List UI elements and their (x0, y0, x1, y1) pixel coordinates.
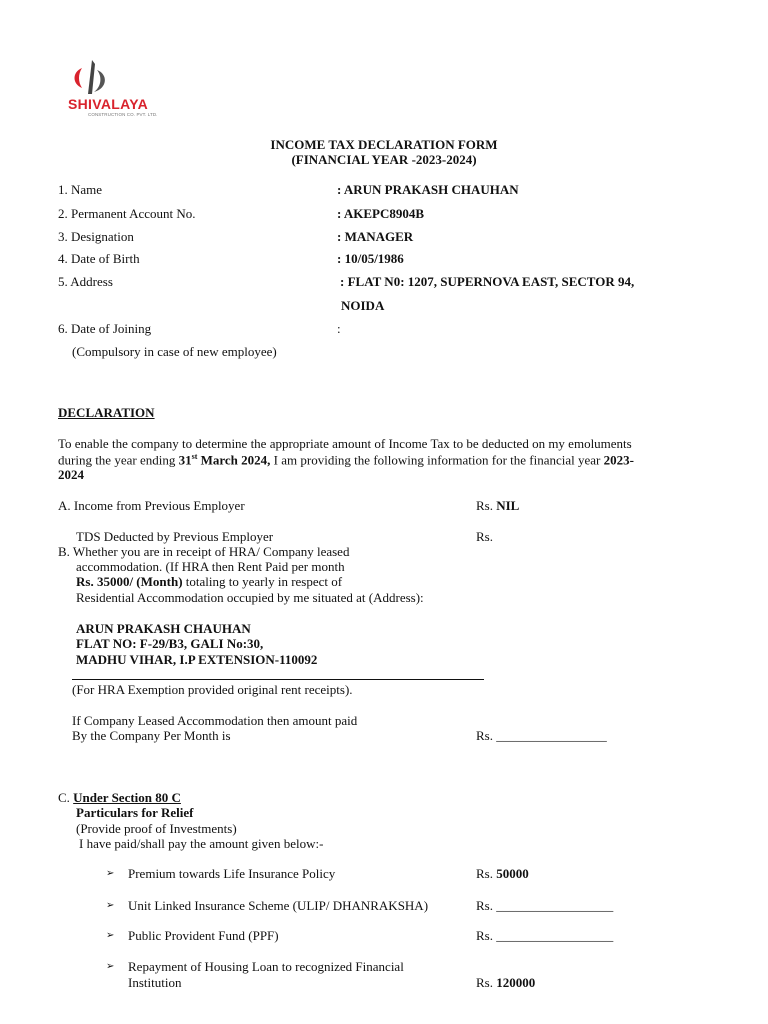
section-c-heading: Under Section 80 C (73, 790, 181, 805)
dob-value: : 10/05/1986 (337, 251, 404, 266)
hra-address-line2: FLAT NO: F-29/B3, GALI No:30, (76, 636, 264, 651)
doj-note: (Compulsory in case of new employee) (72, 344, 277, 359)
item-ppf-amount-field[interactable]: Rs. __________________ (476, 928, 614, 943)
item-life-insurance-value: 50000 (496, 866, 529, 881)
hra-address-line3: MADHU VIHAR, I.P EXTENSION-110092 (76, 652, 318, 667)
hra-address-line1: ARUN PRAKASH CHAUHAN (76, 621, 251, 636)
section-c-note: (Provide proof of Investments) (76, 821, 237, 836)
section-b-line4: Residential Accommodation occupied by me situated at (Address): (76, 590, 424, 605)
shivalaya-logo-icon (68, 58, 116, 98)
section-c-intro: I have paid/shall pay the amount given below:- (79, 836, 324, 851)
section-a-label: A. Income from Previous Employer (58, 498, 245, 513)
address-label: 5. Address (58, 274, 113, 289)
declaration-text-line1: To enable the company to determine the appropriate amount of Income Tax to be deducted on my emoluments (58, 436, 632, 451)
doj-label: 6. Date of Joining (58, 321, 152, 336)
item-ulip-label: Unit Linked Insurance Scheme (ULIP/ DHANRAKSHA) (128, 898, 429, 913)
arrow-bullet-icon: ➢ (106, 900, 115, 911)
section-a-amount (476, 498, 519, 514)
designation-value: : MANAGER (337, 229, 414, 244)
arrow-bullet-icon: ➢ (106, 961, 115, 972)
leased-line1: If Company Leased Accommodation then amount paid (72, 713, 358, 728)
section-c-heading-row (58, 790, 181, 806)
form-title: INCOME TAX DECLARATION FORM (270, 137, 498, 152)
hra-address-underline (72, 679, 484, 680)
leased-amount-field[interactable]: Rs. _________________ (476, 728, 607, 743)
section-b-line1: B. Whether you are in receipt of HRA/ Company leased (58, 544, 350, 559)
item-life-insurance-label: Premium towards Life Insurance Policy (128, 866, 336, 881)
pan-label: 2. Permanent Account No. (58, 206, 196, 221)
item-housing-loan-label2: Institution (128, 975, 182, 990)
declaration-text-2b: 31 (178, 452, 192, 468)
leased-line2: By the Company Per Month is (72, 728, 231, 743)
logo-name: SHIVALAYA (68, 96, 148, 112)
declaration-heading: DECLARATION (58, 405, 155, 420)
hra-note: (For HRA Exemption provided original rent receipts). (72, 682, 353, 697)
declaration-text-2sup: st (191, 452, 198, 461)
logo-subtitle: CONSTRUCTION CO. PVT. LTD. (88, 112, 158, 117)
section-a-rs: Rs. (476, 498, 497, 513)
item-housing-loan-rs: Rs. (476, 975, 497, 990)
tds-amount: Rs. (476, 529, 493, 544)
pan-value: : AKEPC8904B (337, 206, 425, 221)
section-b-line3 (76, 574, 342, 590)
name-value: : ARUN PRAKASH CHAUHAN (337, 182, 519, 197)
section-b-rent-amount: Rs. 35000/ (Month) (76, 574, 183, 589)
item-housing-loan-amount (476, 975, 535, 991)
declaration-text-2d: I am providing the following information for the financial year (270, 452, 604, 468)
declaration-text-line3: 2024 (58, 467, 84, 482)
declaration-text-2c: March 2024, (197, 452, 271, 468)
item-life-insurance-amount (476, 866, 529, 882)
item-ulip-amount-field[interactable]: Rs. __________________ (476, 898, 614, 913)
declaration-text-2a: during the year ending (58, 452, 179, 468)
address-value-line2: NOIDA (341, 298, 385, 313)
arrow-bullet-icon: ➢ (106, 868, 115, 879)
section-c-prefix: C. (58, 790, 74, 805)
arrow-bullet-icon: ➢ (106, 930, 115, 941)
section-b-line2: accommodation. (If HRA then Rent Paid per month (76, 559, 345, 574)
item-life-insurance-rs: Rs. (476, 866, 497, 881)
declaration-text-line2 (58, 452, 634, 468)
address-value-line1: : FLAT N0: 1207, SUPERNOVA EAST, SECTOR 94, (340, 274, 635, 289)
tds-label: TDS Deducted by Previous Employer (76, 529, 274, 544)
name-label: 1. Name (58, 182, 103, 197)
designation-label: 3. Designation (58, 229, 134, 244)
item-housing-loan-label: Repayment of Housing Loan to recognized Financial (128, 959, 404, 974)
section-a-amount-value: NIL (496, 498, 520, 513)
dob-label: 4. Date of Birth (58, 251, 140, 266)
item-housing-loan-value: 120000 (496, 975, 536, 990)
declaration-text-2e: 2023- (603, 452, 634, 468)
doj-value: : (337, 321, 341, 336)
form-subtitle: (FINANCIAL YEAR -2023-2024) (291, 152, 477, 167)
section-c-sub: Particulars for Relief (76, 805, 194, 820)
company-logo (66, 58, 176, 120)
section-b-line3-rest: totaling to yearly in respect of (182, 574, 343, 589)
item-ppf-label: Public Provident Fund (PPF) (128, 928, 279, 943)
